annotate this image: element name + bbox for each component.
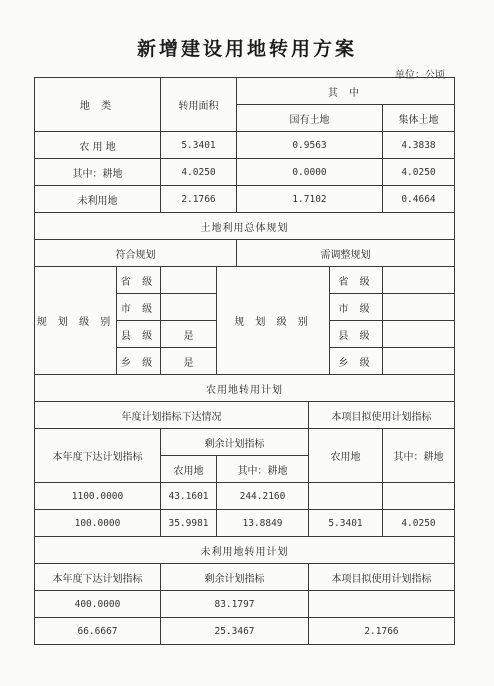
plan-adjust-header: 需调整规划 xyxy=(237,240,455,267)
plan-adjust-level: 乡 级 xyxy=(330,348,383,375)
table-row xyxy=(35,618,455,645)
table-row xyxy=(35,132,455,159)
unit-label: 单位：公顷 xyxy=(395,70,445,81)
row-area: 2.1766 xyxy=(161,186,237,213)
table-row xyxy=(35,159,455,186)
farm-farmland-header: 农用地 xyxy=(161,456,217,483)
plan-level: 省 级 xyxy=(117,267,161,294)
farm-project-header: 本项目拟使用计划指标 xyxy=(309,402,455,429)
header-state-land: 国有土地 xyxy=(237,105,383,132)
table-row xyxy=(35,186,455,213)
farm-proj-cultivated-value: 4.0250 xyxy=(383,510,455,537)
farm-proj-farmland-header: 农用地 xyxy=(309,429,383,483)
unused-issued-value: 400.0000 xyxy=(35,591,161,618)
plan-adjust-level: 市 级 xyxy=(330,294,383,321)
page-title: 新增建设用地转用方案 xyxy=(136,38,357,60)
unused-issued-value: 66.6667 xyxy=(35,618,161,645)
farm-issued-header: 本年度下达计划指标 xyxy=(35,429,161,483)
header-collective-land: 集体土地 xyxy=(383,105,455,132)
unused-remaining-value: 25.3467 xyxy=(161,618,309,645)
row-collective: 4.0250 xyxy=(383,159,455,186)
plan-adjust-value xyxy=(383,321,455,348)
unused-plan-heading: 未利用地转用计划 xyxy=(35,537,455,564)
row-collective: 0.4664 xyxy=(383,186,455,213)
table-row xyxy=(35,483,455,510)
farm-issued-value: 1100.0000 xyxy=(35,483,161,510)
farm-plan-heading: 农用地转用计划 xyxy=(35,375,455,402)
plan-conform-value: 是 xyxy=(161,321,217,348)
plan-conform-header: 符合规划 xyxy=(35,240,237,267)
row-state: 0.0000 xyxy=(237,159,383,186)
plan-level: 乡 级 xyxy=(117,348,161,375)
plan-level: 县 级 xyxy=(117,321,161,348)
farm-proj-cultivated-header: 其中：耕地 xyxy=(383,429,455,483)
row-state: 0.9563 xyxy=(237,132,383,159)
plan-adjust-level: 省 级 xyxy=(330,267,383,294)
unused-issued-header: 本年度下达计划指标 xyxy=(35,564,161,591)
farm-proj-farmland-value: 5.3401 xyxy=(309,510,383,537)
unused-remaining-header: 剩余计划指标 xyxy=(161,564,309,591)
farm-issued-value: 100.0000 xyxy=(35,510,161,537)
plan-conform-value: 是 xyxy=(161,348,217,375)
plan-level: 市 级 xyxy=(117,294,161,321)
header-area: 转用面积 xyxy=(161,78,237,132)
row-label: 未利用地 xyxy=(35,186,161,213)
row-collective: 4.3838 xyxy=(383,132,455,159)
farm-proj-farmland-value xyxy=(309,483,383,510)
table-row xyxy=(35,591,455,618)
plan-adjust-value xyxy=(383,294,455,321)
plan-heading: 土地利用总体规划 xyxy=(35,213,455,240)
header-land-type: 地 类 xyxy=(35,78,161,132)
plan-conform-value xyxy=(161,267,217,294)
farm-farmland-value: 35.9981 xyxy=(161,510,217,537)
land-conversion-table xyxy=(34,77,455,645)
unused-remaining-value: 83.1797 xyxy=(161,591,309,618)
farm-annual-header: 年度计划指标下达情况 xyxy=(35,402,309,429)
farm-cultivated-value: 244.2160 xyxy=(217,483,309,510)
unused-project-value xyxy=(309,591,455,618)
plan-adjust-value xyxy=(383,348,455,375)
plan-adjust-level: 县 级 xyxy=(330,321,383,348)
row-label: 农 用 地 xyxy=(35,132,161,159)
plan-level-label: 规 划 级 别 xyxy=(35,267,117,375)
farm-cultivated-header: 其中：耕地 xyxy=(217,456,309,483)
row-state: 1.7102 xyxy=(237,186,383,213)
header-of-which: 其 中 xyxy=(237,78,455,105)
plan-adjust-value xyxy=(383,267,455,294)
row-area: 5.3401 xyxy=(161,132,237,159)
unused-project-header: 本项目拟使用计划指标 xyxy=(309,564,455,591)
row-area: 4.0250 xyxy=(161,159,237,186)
plan-adjust-level-label: 规 划 级 别 xyxy=(217,267,330,375)
row-label: 其中：耕地 xyxy=(35,159,161,186)
plan-conform-value xyxy=(161,294,217,321)
farm-proj-cultivated-value xyxy=(383,483,455,510)
unused-project-value: 2.1766 xyxy=(309,618,455,645)
farm-remaining-header: 剩余计划指标 xyxy=(161,429,309,456)
table-row xyxy=(35,510,455,537)
farm-farmland-value: 43.1601 xyxy=(161,483,217,510)
farm-cultivated-value: 13.8849 xyxy=(217,510,309,537)
